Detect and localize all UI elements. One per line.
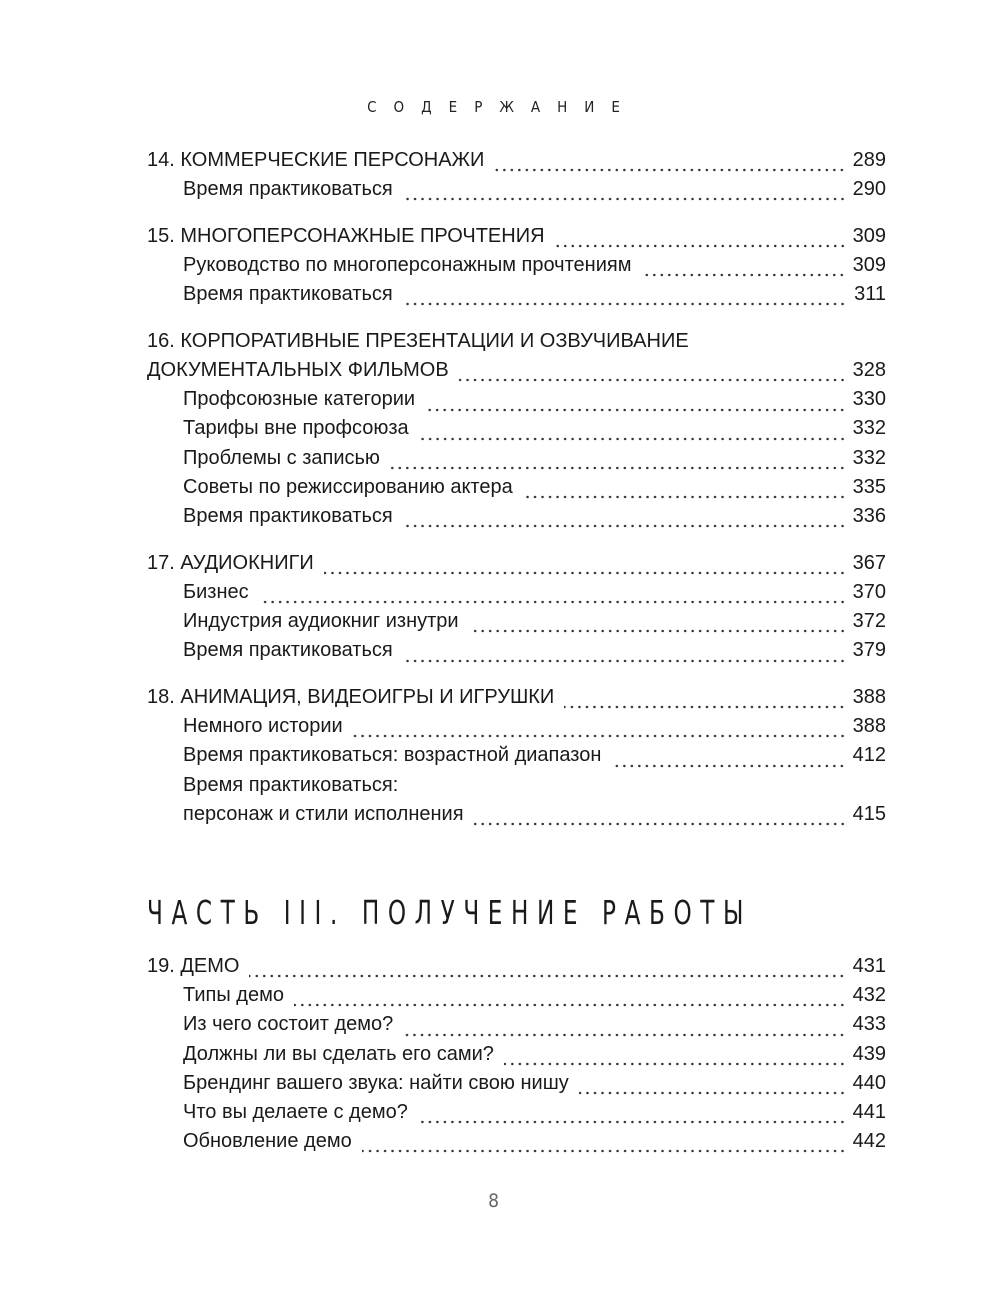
section-title: Время практиковаться [183, 639, 393, 662]
section-title: Время практиковаться [183, 283, 393, 306]
section-title: Время практиковаться [183, 178, 393, 201]
dot-leader [494, 151, 846, 173]
section-entry[interactable] [147, 607, 886, 636]
page-number: 311 [854, 283, 886, 306]
section-title: Время практиковаться: возрастной диапазон [183, 744, 602, 767]
page-number: 332 [852, 446, 886, 469]
section-entry[interactable] [147, 280, 886, 309]
dot-leader [555, 227, 846, 249]
page-number: 440 [852, 1071, 886, 1094]
dot-leader [504, 1045, 846, 1067]
section-title: Время практиковаться [183, 505, 393, 528]
chapter-title: 17. АУДИОКНИГИ [147, 551, 314, 574]
chapter-16-entry[interactable] [147, 356, 886, 385]
section-entry[interactable] [147, 636, 886, 665]
section-title: Индустрия аудиокниг изнутри [183, 610, 459, 633]
dot-leader [403, 642, 846, 664]
section-title: Обновление демо [183, 1130, 352, 1153]
section-title: персонаж и стили исполнения [183, 802, 464, 825]
dot-leader [403, 180, 846, 202]
page-number: 433 [852, 1013, 886, 1036]
table-of-contents [147, 146, 886, 829]
page-number: 332 [852, 417, 886, 440]
section-entry[interactable] [147, 578, 886, 607]
page-number: 388 [852, 685, 886, 708]
dot-leader [259, 583, 846, 605]
section-entry[interactable] [147, 251, 886, 280]
section-title: Советы по режиссированию актера [183, 475, 513, 498]
section-entry[interactable] [147, 415, 886, 444]
chapter-14-entry[interactable] [147, 146, 886, 175]
page-number: 388 [852, 715, 886, 738]
chapter-15-entry[interactable] [147, 222, 886, 251]
dot-leader [418, 1103, 846, 1125]
dot-leader [403, 507, 846, 529]
dot-leader [403, 285, 846, 307]
page-number: 372 [852, 610, 886, 633]
section-entry[interactable] [147, 741, 886, 770]
section-entry[interactable] [147, 1098, 886, 1127]
dot-leader [469, 612, 846, 634]
running-head: СОДЕРЖАНИЕ [367, 98, 637, 116]
section-title: Брендинг вашего звука: найти свою нишу [183, 1071, 569, 1094]
section-title: Немного истории [183, 715, 343, 738]
dot-leader [523, 478, 846, 500]
page-number: 367 [852, 551, 886, 574]
page-folio: 8 [488, 1190, 499, 1212]
section-entry[interactable] [147, 981, 886, 1010]
part-title: ЧАСТЬ III. ПОЛУЧЕНИЕ РАБОТЫ [147, 893, 752, 932]
section-entry[interactable] [147, 444, 886, 473]
section-entry[interactable] [147, 1069, 886, 1098]
page-number: 431 [852, 954, 886, 977]
chapter-title: 14. КОММЕРЧЕСКИЕ ПЕРСОНАЖИ [147, 148, 485, 171]
chapter-16-title-line[interactable]: 16. КОРПОРАТИВНЫЕ ПРЕЗЕНТАЦИИ И ОЗВУЧИВАНИЕ [147, 329, 689, 352]
dot-leader [249, 957, 846, 979]
page-number: 439 [852, 1042, 886, 1065]
page-number: 379 [852, 639, 886, 662]
section-title: Тарифы вне профсоюза [183, 417, 409, 440]
chapter-title: 19. ДЕМО [147, 954, 240, 977]
section-entry[interactable] [147, 502, 886, 531]
section-title: Профсоюзные категории [183, 388, 416, 411]
page-number: 432 [852, 984, 886, 1007]
page-number: 335 [852, 475, 886, 498]
page-number: 442 [852, 1130, 886, 1153]
dot-leader [294, 986, 846, 1008]
page-number: 336 [852, 505, 886, 528]
chapter-19-entry[interactable] [147, 952, 886, 981]
dot-leader [362, 1132, 846, 1154]
page-number: 328 [852, 359, 886, 382]
page-number: 309 [852, 224, 886, 247]
page-number: 441 [852, 1100, 886, 1123]
section-entry[interactable] [147, 800, 886, 829]
page-number: 370 [852, 580, 886, 603]
section-entry[interactable] [147, 712, 886, 741]
page-number: 290 [852, 178, 886, 201]
section-title: Типы демо [183, 984, 284, 1007]
page-number: 309 [852, 254, 886, 277]
section-title: Руководство по многоперсонажным прочтениям [183, 254, 632, 277]
table-of-contents-part-3 [147, 952, 886, 1156]
section-entry[interactable] [147, 385, 886, 414]
chapter-title: 15. МНОГОПЕРСОНАЖНЫЕ ПРОЧТЕНИЯ [147, 224, 545, 247]
section-entry[interactable] [147, 1010, 886, 1039]
dot-leader [459, 361, 846, 383]
section-entry[interactable] [147, 1127, 886, 1156]
section-entry[interactable] [147, 175, 886, 204]
section-title: Что вы делаете с демо? [183, 1100, 408, 1123]
section-entry[interactable] [147, 473, 886, 502]
dot-leader [564, 688, 846, 710]
page-number: 289 [852, 148, 886, 171]
page-number: 415 [852, 802, 886, 825]
dot-leader [579, 1074, 846, 1096]
dot-leader [641, 256, 846, 278]
dot-leader [425, 391, 846, 413]
page-number: 330 [852, 388, 886, 411]
chapter-17-entry[interactable] [147, 549, 886, 578]
section-title: Должны ли вы сделать его сами? [183, 1042, 494, 1065]
section-title: Бизнес [183, 580, 249, 603]
dot-leader [324, 554, 846, 576]
section-entry[interactable] [147, 1040, 886, 1069]
chapter-title: ДОКУМЕНТАЛЬНЫХ ФИЛЬМОВ [147, 359, 449, 382]
page-number: 412 [852, 744, 886, 767]
section-title: Проблемы с записью [183, 446, 380, 469]
dot-leader [390, 449, 846, 471]
dot-leader [353, 717, 846, 739]
dot-leader [403, 1016, 846, 1038]
dot-leader [474, 805, 846, 827]
chapter-title: 18. АНИМАЦИЯ, ВИДЕОИГРЫ И ИГРУШКИ [147, 685, 555, 708]
section-title: Из чего состоит демо? [183, 1013, 394, 1036]
dot-leader [611, 747, 846, 769]
chapter-18-entry[interactable] [147, 683, 886, 712]
section-title-line[interactable]: Время практиковаться: [183, 773, 399, 796]
dot-leader [419, 420, 846, 442]
